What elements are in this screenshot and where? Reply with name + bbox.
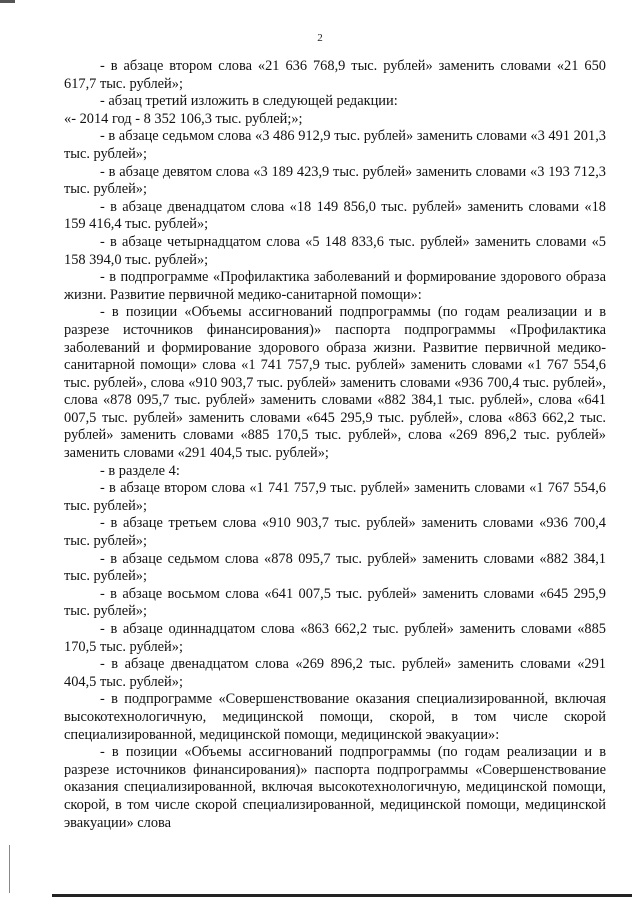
- paragraph: - абзац третий изложить в следующей редакции:: [100, 93, 398, 110]
- paragraph: - в абзаце седьмом слова «3 486 912,9 тыс. рублей» заменить словами «3 491 201,3 тыс. рублей»;: [64, 128, 610, 162]
- paragraph: - в абзаце девятом слова «3 189 423,9 тыс. рублей» заменить словами «3 193 712,3 тыс. рублей»;: [64, 163, 610, 198]
- paragraph: - в разделе 4:: [100, 462, 180, 479]
- paragraph: - в абзаце седьмом слова «878 095,7 тыс. рублей» заменить словами «882 384,1 тыс. рублей»;: [64, 550, 610, 585]
- paragraph: - в абзаце четырнадцатом слова «5 148 833,6 тыс. рублей» заменить словами «5 158 394,0 тыс. рублей»;: [64, 233, 610, 268]
- paragraph: - в абзаце одиннадцатом слова «863 662,2 тыс. рублей» заменить словами «885 170,5 тыс. рублей»;: [64, 621, 610, 655]
- paragraph: - в абзаце восьмом слова «641 007,5 тыс. рублей» заменить словами «645 295,9 тыс. рублей»;: [64, 585, 610, 620]
- paragraph: - в позиции «Объемы ассигнований подпрограммы (по годам реализации и в разрезе источников финансирования)» паспорта подпрограммы «Совершенствование оказания специализированной, включая высокотехнологичную, медицинской помощи, скорой, в том числе скорой специализированной, медицинской помощи, медицинской эвакуации» слова: [64, 744, 610, 831]
- paragraph: - в подпрограмме «Профилактика заболеваний и формирование здорового образа жизни. Развитие первичной медико-санитарной помощи»:: [64, 269, 610, 303]
- page-number: 2: [317, 32, 323, 44]
- paragraph: - в абзаце втором слова «1 741 757,9 тыс. рублей» заменить словами «1 767 554,6 тыс. рублей»;: [64, 480, 610, 514]
- scan-edge-mark: [0, 0, 15, 3]
- paragraph: - в абзаце двенадцатом слова «18 149 856,0 тыс. рублей» заменить словами «18 159 416,4 тыс. рублей»;: [64, 198, 610, 233]
- paragraph: - в позиции «Объемы ассигнований подпрограммы (по годам реализации и в разрезе источников финансирования)» паспорта подпрограммы «Профилактика заболеваний и формирование здорового образа жизни. Развитие первичной медико-санитарной помощи» слова «1 741 757,9 тыс. рублей» заменить словами «1 767 554,6 тыс. рублей», слова «910 903,7 тыс. рублей» заменить словами «936 700,4 тыс. рублей», слова «878 095,7 тыс. рублей» заменить словами «882 384,1 тыс. рублей», слова «641 007,5 тыс. рублей» заменить словами «645 295,9 тыс. рублей», слова «863 662,2 тыс. рублей» заменить словами «885 170,5 тыс. рублей», слова «269 896,2 тыс. рублей» заменить словами «291 404,5 тыс. рублей»;: [64, 304, 610, 462]
- document-body: [64, 58, 610, 832]
- bottom-edge-line: [52, 894, 632, 897]
- paragraph: - в подпрограмме «Совершенствование оказания специализированной, включая высокотехнологичную, медицинской помощи, скорой, в том числе скорой специализированной, медицинской помощи, медицинской эвакуации»:: [64, 691, 610, 743]
- paragraph: - в абзаце двенадцатом слова «269 896,2 тыс. рублей» заменить словами «291 404,5 тыс. рублей»;: [64, 656, 610, 690]
- paragraph: «- 2014 год - 8 352 106,3 тыс. рублей;»;: [64, 110, 303, 127]
- scan-edge-line: [9, 845, 10, 893]
- paragraph: - в абзаце втором слова «21 636 768,9 тыс. рублей» заменить словами «21 650 617,7 тыс. рублей»;: [64, 58, 610, 92]
- paragraph: - в абзаце третьем слова «910 903,7 тыс. рублей» заменить словами «936 700,4 тыс. рублей»;: [64, 515, 610, 550]
